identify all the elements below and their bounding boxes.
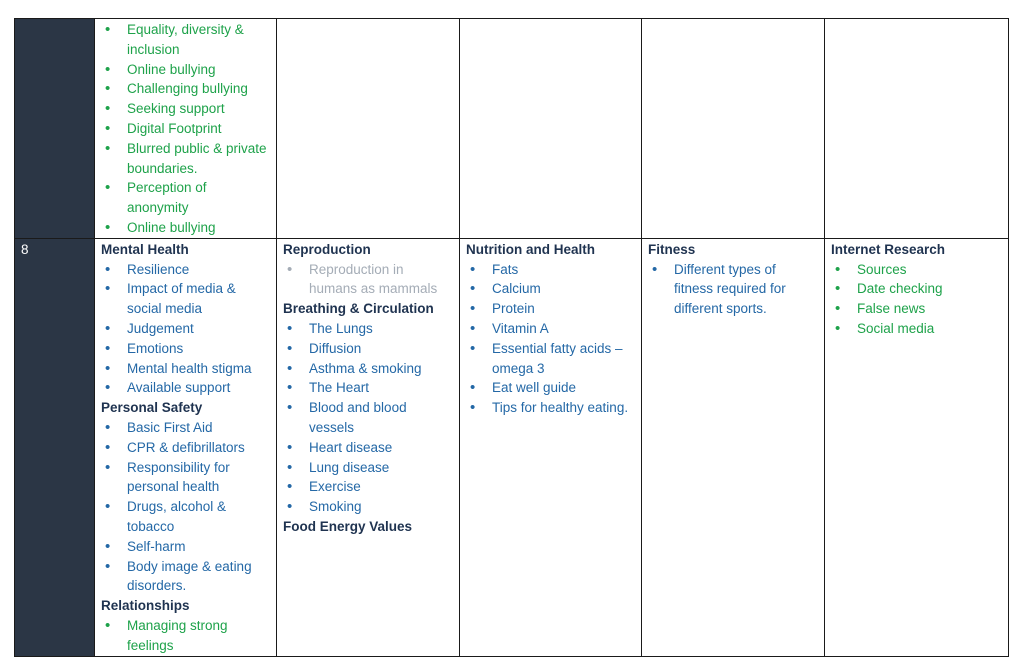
topic-list (648, 260, 818, 319)
list-item: • Protein (466, 299, 635, 319)
list-item: • The Lungs (283, 319, 453, 339)
list-item: • Available support (101, 378, 270, 398)
table-row (15, 238, 1009, 656)
curriculum-table (14, 18, 1009, 657)
list-item: • Responsibility for personal health (101, 458, 270, 498)
topic-cell (277, 238, 460, 656)
section-heading: Breathing & Circulation (283, 301, 434, 317)
list-item: • Smoking (283, 497, 453, 517)
topic-cell (642, 238, 825, 656)
list-item: • Mental health stigma (101, 359, 270, 379)
topic-list (283, 260, 453, 300)
list-item: • Reproduction in humans as mammals (283, 260, 453, 300)
section-heading: Fitness (648, 241, 696, 257)
list-item: • Tips for healthy eating. (466, 398, 635, 418)
topic-list (101, 418, 270, 596)
list-item: • Exercise (283, 477, 453, 497)
topic-cell (277, 19, 460, 239)
list-item: • Fats (466, 260, 635, 280)
topic-cell (95, 19, 277, 239)
list-item: • Perception of anonymity (101, 178, 270, 218)
list-item: • The Heart (283, 378, 453, 398)
topic-cell (95, 238, 277, 656)
topic-cell (825, 19, 1009, 239)
topic-list (101, 260, 270, 399)
list-item: • Managing strong feelings (101, 616, 270, 656)
list-item: • Lung disease (283, 458, 453, 478)
table-row (15, 19, 1009, 239)
topic-cell (460, 19, 642, 239)
section-heading: Relationships (101, 598, 190, 614)
topic-list (466, 260, 635, 418)
list-item: • Blurred public & private boundaries. (101, 139, 270, 179)
list-item: • Online bullying (101, 60, 270, 80)
year-cell (15, 19, 95, 239)
topic-cell (460, 238, 642, 656)
list-item: • Self-harm (101, 537, 270, 557)
list-item: • Diffusion (283, 339, 453, 359)
topic-list (101, 616, 270, 656)
list-item: • Equality, diversity & inclusion (101, 20, 270, 60)
list-item: • Challenging bullying (101, 79, 270, 99)
list-item: • Emotions (101, 339, 270, 359)
list-item: • Essential fatty acids – omega 3 (466, 339, 635, 379)
topic-cell (642, 19, 825, 239)
section-heading: Reproduction (283, 241, 371, 257)
list-item: • Online bullying (101, 218, 270, 238)
list-item: • Date checking (831, 279, 1002, 299)
list-item: • Heart disease (283, 438, 453, 458)
section-heading: Food Energy Values (283, 518, 413, 534)
topic-cell (825, 238, 1009, 656)
list-item: • Digital Footprint (101, 119, 270, 139)
list-item: • CPR & defibrillators (101, 438, 270, 458)
topic-list (101, 20, 270, 238)
list-item: • Eat well guide (466, 378, 635, 398)
section-heading: Personal Safety (101, 400, 203, 416)
section-heading: Nutrition and Health (466, 241, 595, 257)
list-item: • Different types of fitness required for different sports. (648, 260, 818, 319)
list-item: • Drugs, alcohol & tobacco (101, 497, 270, 537)
year-label: 8 (21, 241, 29, 257)
list-item: • Judgement (101, 319, 270, 339)
list-item: • Calcium (466, 279, 635, 299)
list-item: • Body image & eating disorders. (101, 557, 270, 597)
list-item: • Vitamin A (466, 319, 635, 339)
list-item: • False news (831, 299, 1002, 319)
section-heading: Mental Health (101, 241, 189, 257)
list-item: • Social media (831, 319, 1002, 339)
list-item: • Basic First Aid (101, 418, 270, 438)
topic-list (831, 260, 1002, 339)
year-cell (15, 238, 95, 656)
list-item: • Seeking support (101, 99, 270, 119)
list-item: • Asthma & smoking (283, 359, 453, 379)
list-item: • Sources (831, 260, 1002, 280)
list-item: • Resilience (101, 260, 270, 280)
list-item: • Blood and blood vessels (283, 398, 453, 438)
section-heading: Internet Research (831, 241, 946, 257)
topic-list (283, 319, 453, 517)
list-item: • Impact of media & social media (101, 279, 270, 319)
